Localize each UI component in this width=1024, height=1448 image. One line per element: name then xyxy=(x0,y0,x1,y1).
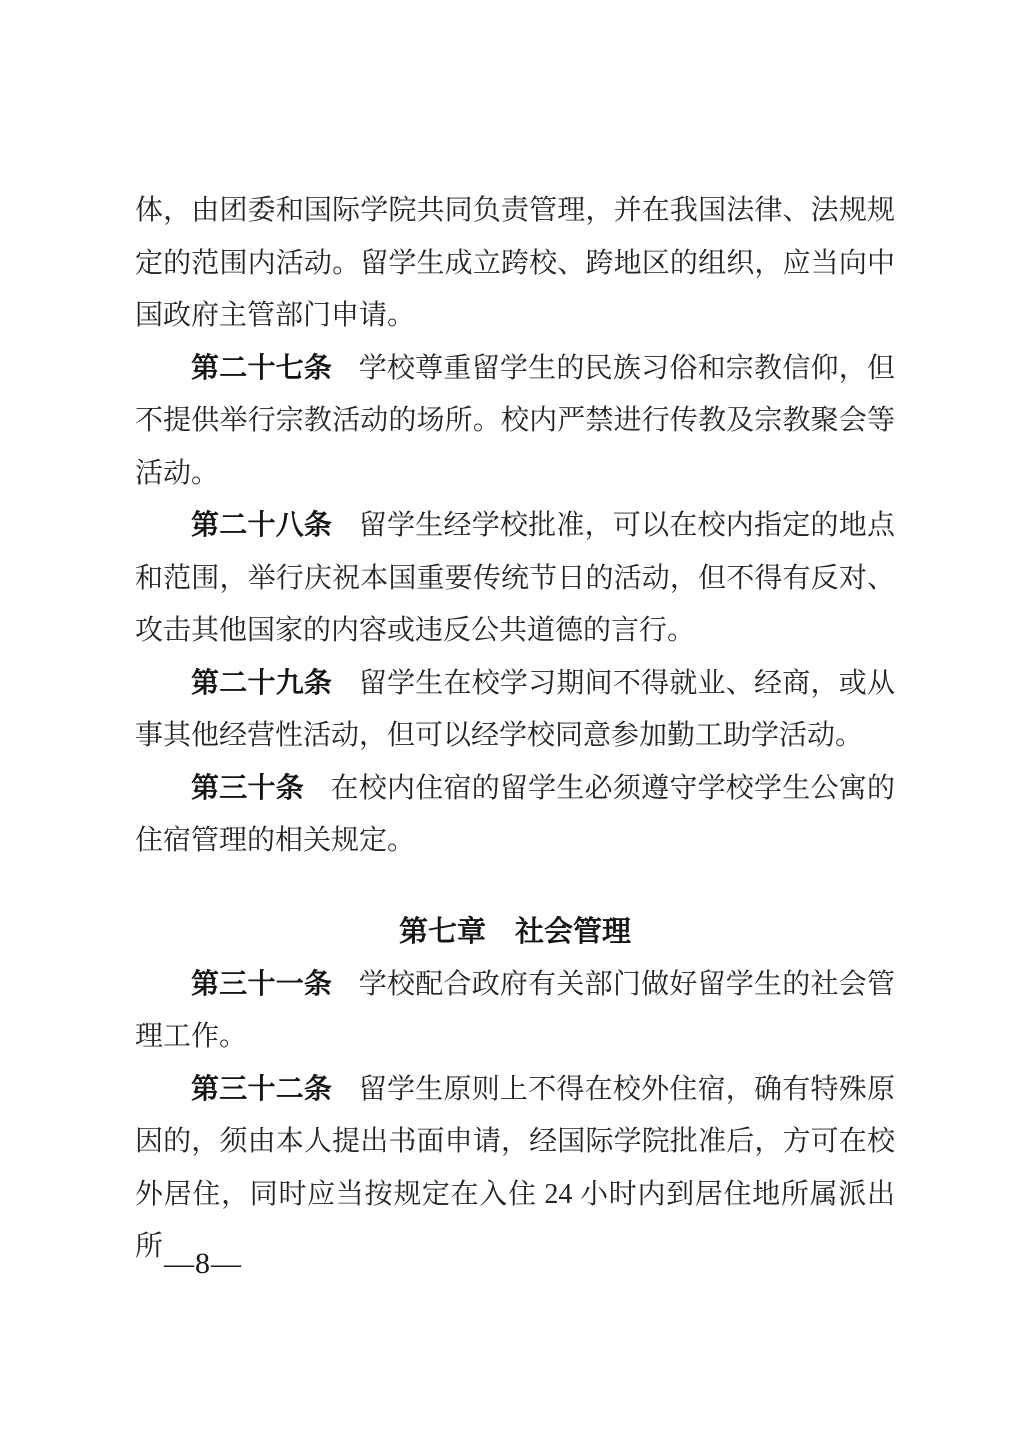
article-27-text: 学校尊重留学生的民族习俗和宗教信仰，但不提供举行宗教活动的场所。校内严禁进行传教及宗教聚会等活动。 xyxy=(135,352,895,489)
article-29-text: 留学生在校学习期间不得就业、经商，或从事其他经营性活动，但可以经学校同意参加勤工助学活动。 xyxy=(135,667,895,751)
article-27-number: 第二十七条 xyxy=(191,352,333,384)
article-32 xyxy=(135,1064,895,1274)
article-30-number: 第三十条 xyxy=(191,772,304,804)
article-31-text: 学校配合政府有关部门做好留学生的社会管理工作。 xyxy=(135,968,895,1052)
article-30-text: 在校内住宿的留学生必须遵守学校学生公寓的住宿管理的相关规定。 xyxy=(135,772,895,856)
paragraph-continuation: 体，由团委和国际学院共同负责管理，并在我国法律、法规规定的范围内活动。留学生成立跨校、跨地区的组织，应当向中国政府主管部门申请。 xyxy=(135,195,895,331)
page-number: —8— xyxy=(164,1247,242,1280)
article-28-text: 留学生经学校批准，可以在校内指定的地点和范围，举行庆祝本国重要传统节日的活动，但不得有反对、攻击其他国家的内容或违反公共道德的言行。 xyxy=(135,510,895,646)
chapter-heading: 第七章 社会管理 xyxy=(398,915,631,948)
article-31-number: 第三十一条 xyxy=(191,968,333,1000)
article-31 xyxy=(135,959,895,1064)
article-32-number: 第三十二条 xyxy=(191,1073,333,1105)
article-27 xyxy=(135,343,895,501)
article-32-text: 留学生原则上不得在校外住宿，确有特殊原因的，须由本人提出书面申请，经国际学院批准后，方可在校外居住，同时应当按规定在入住 24 小时内到居住地所属派出所 xyxy=(135,1073,895,1262)
article-29 xyxy=(135,658,895,763)
article-29-number: 第二十九条 xyxy=(191,667,333,699)
article-30 xyxy=(135,763,895,868)
article-28 xyxy=(135,500,895,658)
document-content xyxy=(135,185,895,1274)
article-28-number: 第二十八条 xyxy=(191,510,333,541)
